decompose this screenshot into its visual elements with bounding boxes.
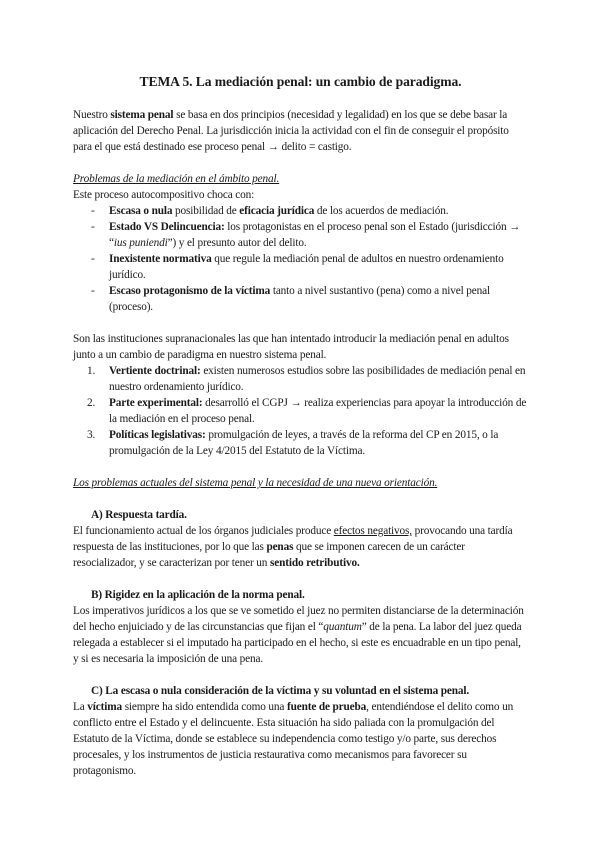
intro-bold: sistema penal xyxy=(110,109,174,121)
problems-heading: Problemas de la mediación en el ámbito penal. xyxy=(73,173,280,185)
title-text: La mediación penal: un cambio de paradigma. xyxy=(192,74,462,89)
page-title xyxy=(73,73,528,91)
subheading-b: B) Rigidez en la aplicación de la norma penal. xyxy=(91,589,305,601)
paragraph-a: El funcionamiento actual de los órganos judiciales produce efectos negativos, provocando una tardía respuesta de las instituciones, por lo que las penas que se imponen carecen de un carácter resocializador, y se caracterizan por tener un sentido retributivo. xyxy=(73,525,513,569)
document-body xyxy=(73,73,528,779)
supranational-paragraph: Son las instituciones supranacionales las que han intentado introducir la mediación penal en adultos junto a un cambio de paradigma en nuestro sistema penal. xyxy=(73,333,509,361)
paragraph-c: La víctima siempre ha sido entendida como una fuente de prueba, entendiéndose el delito como un conflicto entre el Estado y el delincuente. Esta situación ha sido paliada con la promulgación del Estatuto de la Víctima, donde se establece su independencia como testigo y/o parte, sus derechos procesales, y los instrumentos de justicia restaurativa como mecanismos para favorecer su protagonismo. xyxy=(73,701,514,777)
list-item: - Estado VS Delincuencia: los protagonistas en el proceso penal son el Estado (jurisdicción → “ius puniendi”) y el presunto autor del delito. xyxy=(73,219,528,251)
title-number: TEMA 5. xyxy=(139,74,193,89)
subheading-a: A) Respuesta tardía. xyxy=(91,509,187,521)
intro-text-2: se basa en dos principios (necesidad y legalidad) en los que se debe basar la aplicación del Derecho Penal. La jurisdicción inicia la actividad con el fin de conseguir el propósito para el que está destinado ese proceso penal → delito = castigo. xyxy=(73,109,509,153)
intro-text-1: Nuestro xyxy=(73,109,111,121)
paragraph-b: Los imperativos jurídicos a los que se ve sometido el juez no permiten distanciarse de la determinación del hecho enjuiciado y de las circunstancias que fijan el “quantum” de la pena. La labor del juez queda relegada a establecer si el imputado ha participado en el hecho, si este es encuadrable en un tipo penal, y si es necesaria la imposición de una pena. xyxy=(73,605,524,665)
list-item: - Inexistente normativa que regule la mediación penal de adultos en nuestro ordenamiento jurídico. xyxy=(73,251,528,283)
intro-paragraph xyxy=(73,107,528,155)
list-item: 3. Políticas legislativas: promulgación de leyes, a través de la reforma del CP en 2015, o la promulgación de la Ley 4/2015 del Estatuto de la Víctima. xyxy=(87,429,499,457)
supranational-list xyxy=(73,363,528,459)
list-item: - Escaso protagonismo de la víctima tanto a nivel sustantivo (pena) como a nivel penal (proceso). xyxy=(73,283,528,315)
current-problems-heading: Los problemas actuales del sistema penal y la necesidad de una nueva orientación. xyxy=(73,477,438,489)
list-item: 2. Parte experimental: desarrolló el CGPJ → realiza experiencias para apoyar la introducción de la mediación en el proceso penal. xyxy=(87,397,527,425)
list-item: - Escasa o nula posibilidad de eficacia jurídica de los acuerdos de mediación. xyxy=(73,203,528,219)
list-item: 1. Vertiente doctrinal: existen numerosos estudios sobre las posibilidades de mediación penal en nuestro ordenamiento jurídico. xyxy=(87,365,526,393)
subheading-c: C) La escasa o nula consideración de la víctima y su voluntad en el sistema penal. xyxy=(91,685,470,697)
problems-lead: Este proceso autocompositivo choca con: xyxy=(73,189,255,201)
problems-list xyxy=(73,203,528,315)
